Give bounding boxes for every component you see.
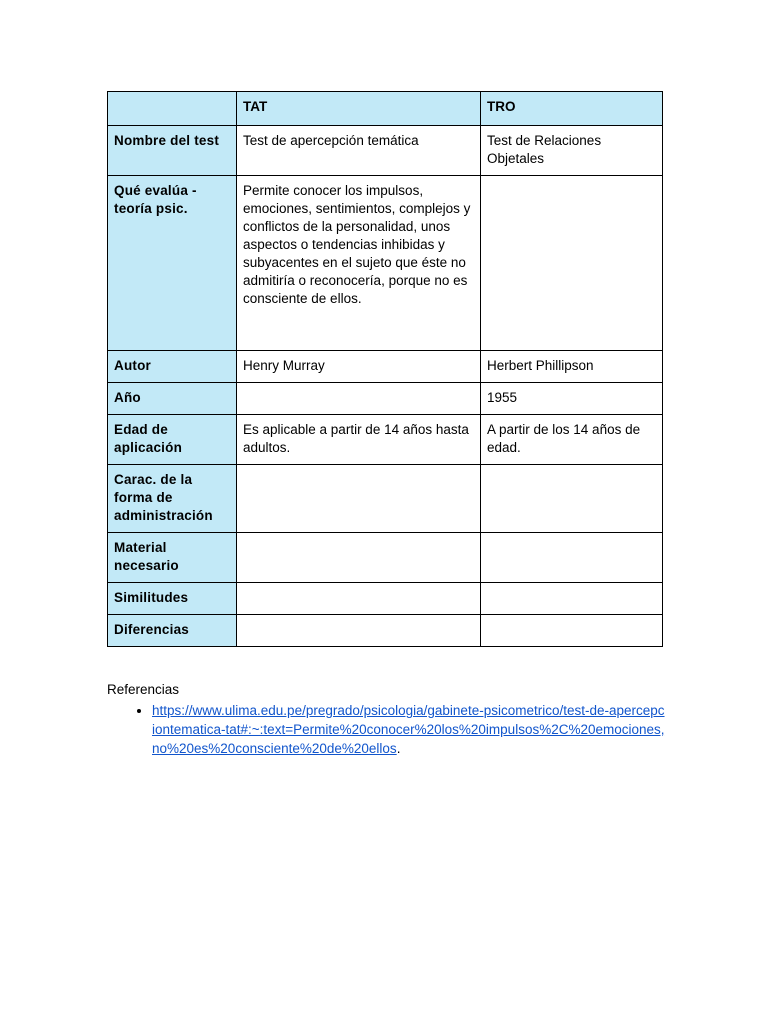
row-label: Material necesario [108,533,237,583]
tro-cell [481,533,663,583]
comparison-table [107,91,663,647]
tat-cell [237,615,481,647]
tro-cell [481,465,663,533]
references-title: Referencias [107,682,180,697]
table-row [108,351,663,383]
header-cell-tat: TAT [237,92,481,126]
tro-cell [481,583,663,615]
tat-cell: Permite conocer los impulsos, emociones, sentimientos, complejos y conflictos de la personalidad, unos aspectos o tendencias inhibidas y subyacentes en el sujeto que éste no admitiría o reconocería, porque no es consciente de ellos. [237,176,481,351]
table-row [108,176,663,351]
tat-cell [237,583,481,615]
row-label: Qué evalúa - teoría psic. [108,176,237,351]
tat-cell [237,465,481,533]
tat-cell [237,533,481,583]
row-label: Similitudes [108,583,237,615]
list-item [152,701,667,758]
row-label: Nombre del test [108,126,237,176]
row-label: Autor [108,351,237,383]
reference-link[interactable]: https://www.ulima.edu.pe/pregrado/psicologia/gabinete-psicometrico/test-de-apercepciontematica-tat#:~:text=Permite%20conocer%20los%20impulsos%2C%20emociones,no%20es%20consciente%20de%20ellos [152,703,665,756]
table-row [108,415,663,465]
tro-cell [481,176,663,351]
references-section [107,680,667,758]
tat-cell: Henry Murray [237,351,481,383]
tat-cell [237,383,481,415]
tat-cell: Es aplicable a partir de 14 años hasta adultos. [237,415,481,465]
table-row [108,583,663,615]
tro-cell: Herbert Phillipson [481,351,663,383]
references-list [107,701,667,758]
table-row [108,533,663,583]
row-label: Año [108,383,237,415]
reference-suffix: . [396,741,401,756]
table-row [108,465,663,533]
table-header-row [108,92,663,126]
tro-cell: A partir de los 14 años de edad. [481,415,663,465]
table-row [108,383,663,415]
row-label: Diferencias [108,615,237,647]
row-label: Edad de aplicación [108,415,237,465]
tro-cell [481,615,663,647]
tro-cell: Test de Relaciones Objetales [481,126,663,176]
header-cell-tro: TRO [481,92,663,126]
table-row [108,615,663,647]
table-row [108,126,663,176]
tro-cell: 1955 [481,383,663,415]
tat-cell: Test de apercepción temática [237,126,481,176]
header-cell-empty [108,92,237,126]
row-label: Carac. de la forma de administración [108,465,237,533]
